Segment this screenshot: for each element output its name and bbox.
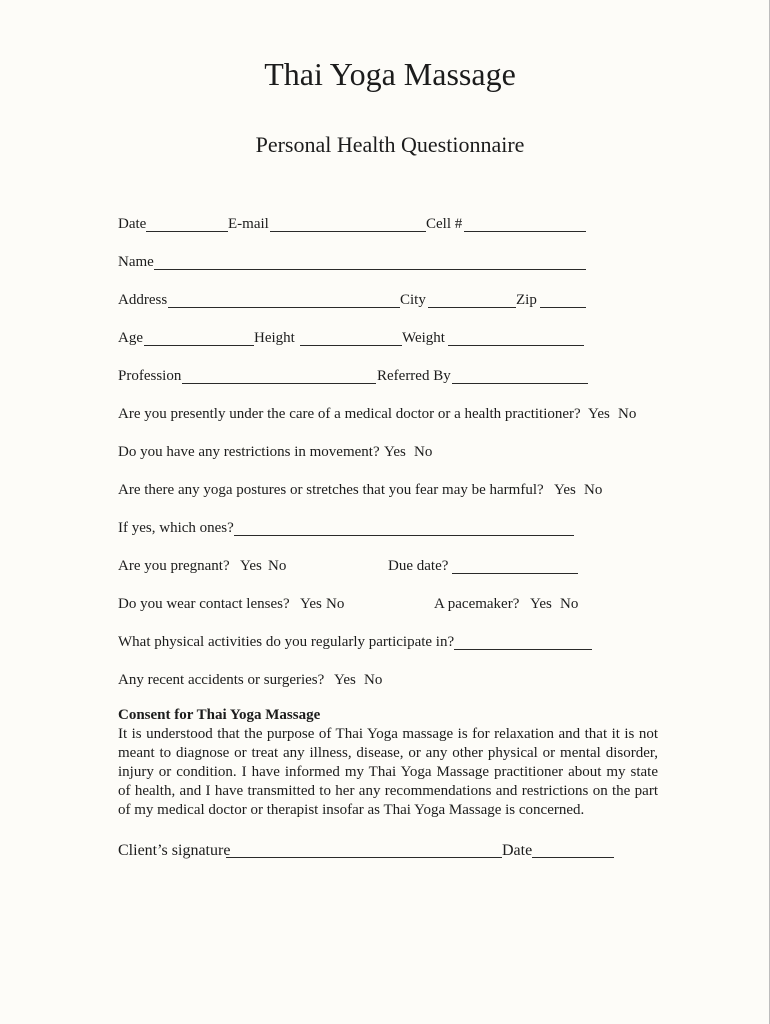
pregnant-yes[interactable]: Yes <box>240 558 262 574</box>
medical-care-no[interactable]: No <box>618 406 637 422</box>
address-field[interactable] <box>168 307 400 308</box>
name-field[interactable] <box>154 269 586 270</box>
form-subtitle: Personal Health Questionnaire <box>255 132 525 157</box>
zip-field[interactable] <box>540 307 586 308</box>
age-label: Age <box>118 330 143 346</box>
harmful-postures-yes[interactable]: Yes <box>554 482 576 498</box>
city-label: City <box>400 292 426 308</box>
restrictions-no[interactable]: No <box>414 444 433 460</box>
consent-text: It is understood that the purpose of Thai Yoga massage is for relaxation and that it is not meant to diagnose or treat any illness, disease, or any other physical or mental disorder, injury or condition. I have informed my Thai Yoga Massage practitioner about my state of health, and I have transmitted to her any recommendations and restrictions on the part of my medical doctor or therapist insofar as Thai Yoga Massage is concerned. <box>118 726 658 818</box>
which-ones-field[interactable] <box>234 535 574 536</box>
referred-by-label: Referred By <box>377 368 451 384</box>
referred-by-field[interactable] <box>452 383 588 384</box>
contact-lenses-yes[interactable]: Yes <box>300 596 322 612</box>
height-field[interactable] <box>300 345 402 346</box>
profession-field[interactable] <box>182 383 376 384</box>
weight-label: Weight <box>402 330 445 346</box>
consent-heading: Consent for Thai Yoga Massage <box>118 707 321 723</box>
harmful-postures-text: Are there any yoga postures or stretches that you fear may be harmful? <box>118 482 544 498</box>
signature-date-field[interactable] <box>532 857 614 858</box>
zip-label: Zip <box>516 292 537 308</box>
accidents-no[interactable]: No <box>364 672 383 688</box>
client-signature-label: Client’s signature <box>118 842 231 859</box>
signature-date-label: Date <box>502 842 533 859</box>
email-label: E-mail <box>228 216 269 232</box>
medical-care-yes[interactable]: Yes <box>588 406 610 422</box>
accidents-text: Any recent accidents or surgeries? <box>118 672 325 688</box>
profession-label: Profession <box>118 368 182 384</box>
medical-care-text: Are you presently under the care of a medical doctor or a health practitioner? <box>118 406 581 422</box>
weight-field[interactable] <box>448 345 584 346</box>
consent-section <box>118 706 658 820</box>
restrictions-text: Do you have any restrictions in movement? <box>118 444 380 460</box>
which-ones-label: If yes, which ones? <box>118 520 234 536</box>
pacemaker-yes[interactable]: Yes <box>530 596 552 612</box>
date-label: Date <box>118 216 147 232</box>
contact-lenses-text: Do you wear contact lenses? <box>118 596 290 612</box>
accidents-yes[interactable]: Yes <box>334 672 356 688</box>
pregnant-no[interactable]: No <box>268 558 287 574</box>
name-label: Name <box>118 254 154 270</box>
pregnant-text: Are you pregnant? <box>118 558 230 574</box>
cell-field[interactable] <box>464 231 586 232</box>
due-date-label: Due date? <box>388 558 449 574</box>
cell-label: Cell # <box>426 216 463 232</box>
pacemaker-text: A pacemaker? <box>434 596 520 612</box>
age-field[interactable] <box>144 345 254 346</box>
pacemaker-no[interactable]: No <box>560 596 579 612</box>
contact-lenses-no[interactable]: No <box>326 596 345 612</box>
address-label: Address <box>118 292 168 308</box>
email-field[interactable] <box>270 231 426 232</box>
physical-activities-field[interactable] <box>454 649 592 650</box>
form-title: Thai Yoga Massage <box>264 56 516 92</box>
physical-activities-text: What physical activities do you regularly participate in? <box>118 634 455 650</box>
client-signature-field[interactable] <box>226 857 502 858</box>
restrictions-yes[interactable]: Yes <box>384 444 406 460</box>
due-date-field[interactable] <box>452 573 578 574</box>
city-field[interactable] <box>428 307 516 308</box>
height-label: Height <box>254 330 295 346</box>
harmful-postures-no[interactable]: No <box>584 482 603 498</box>
date-field[interactable] <box>146 231 228 232</box>
